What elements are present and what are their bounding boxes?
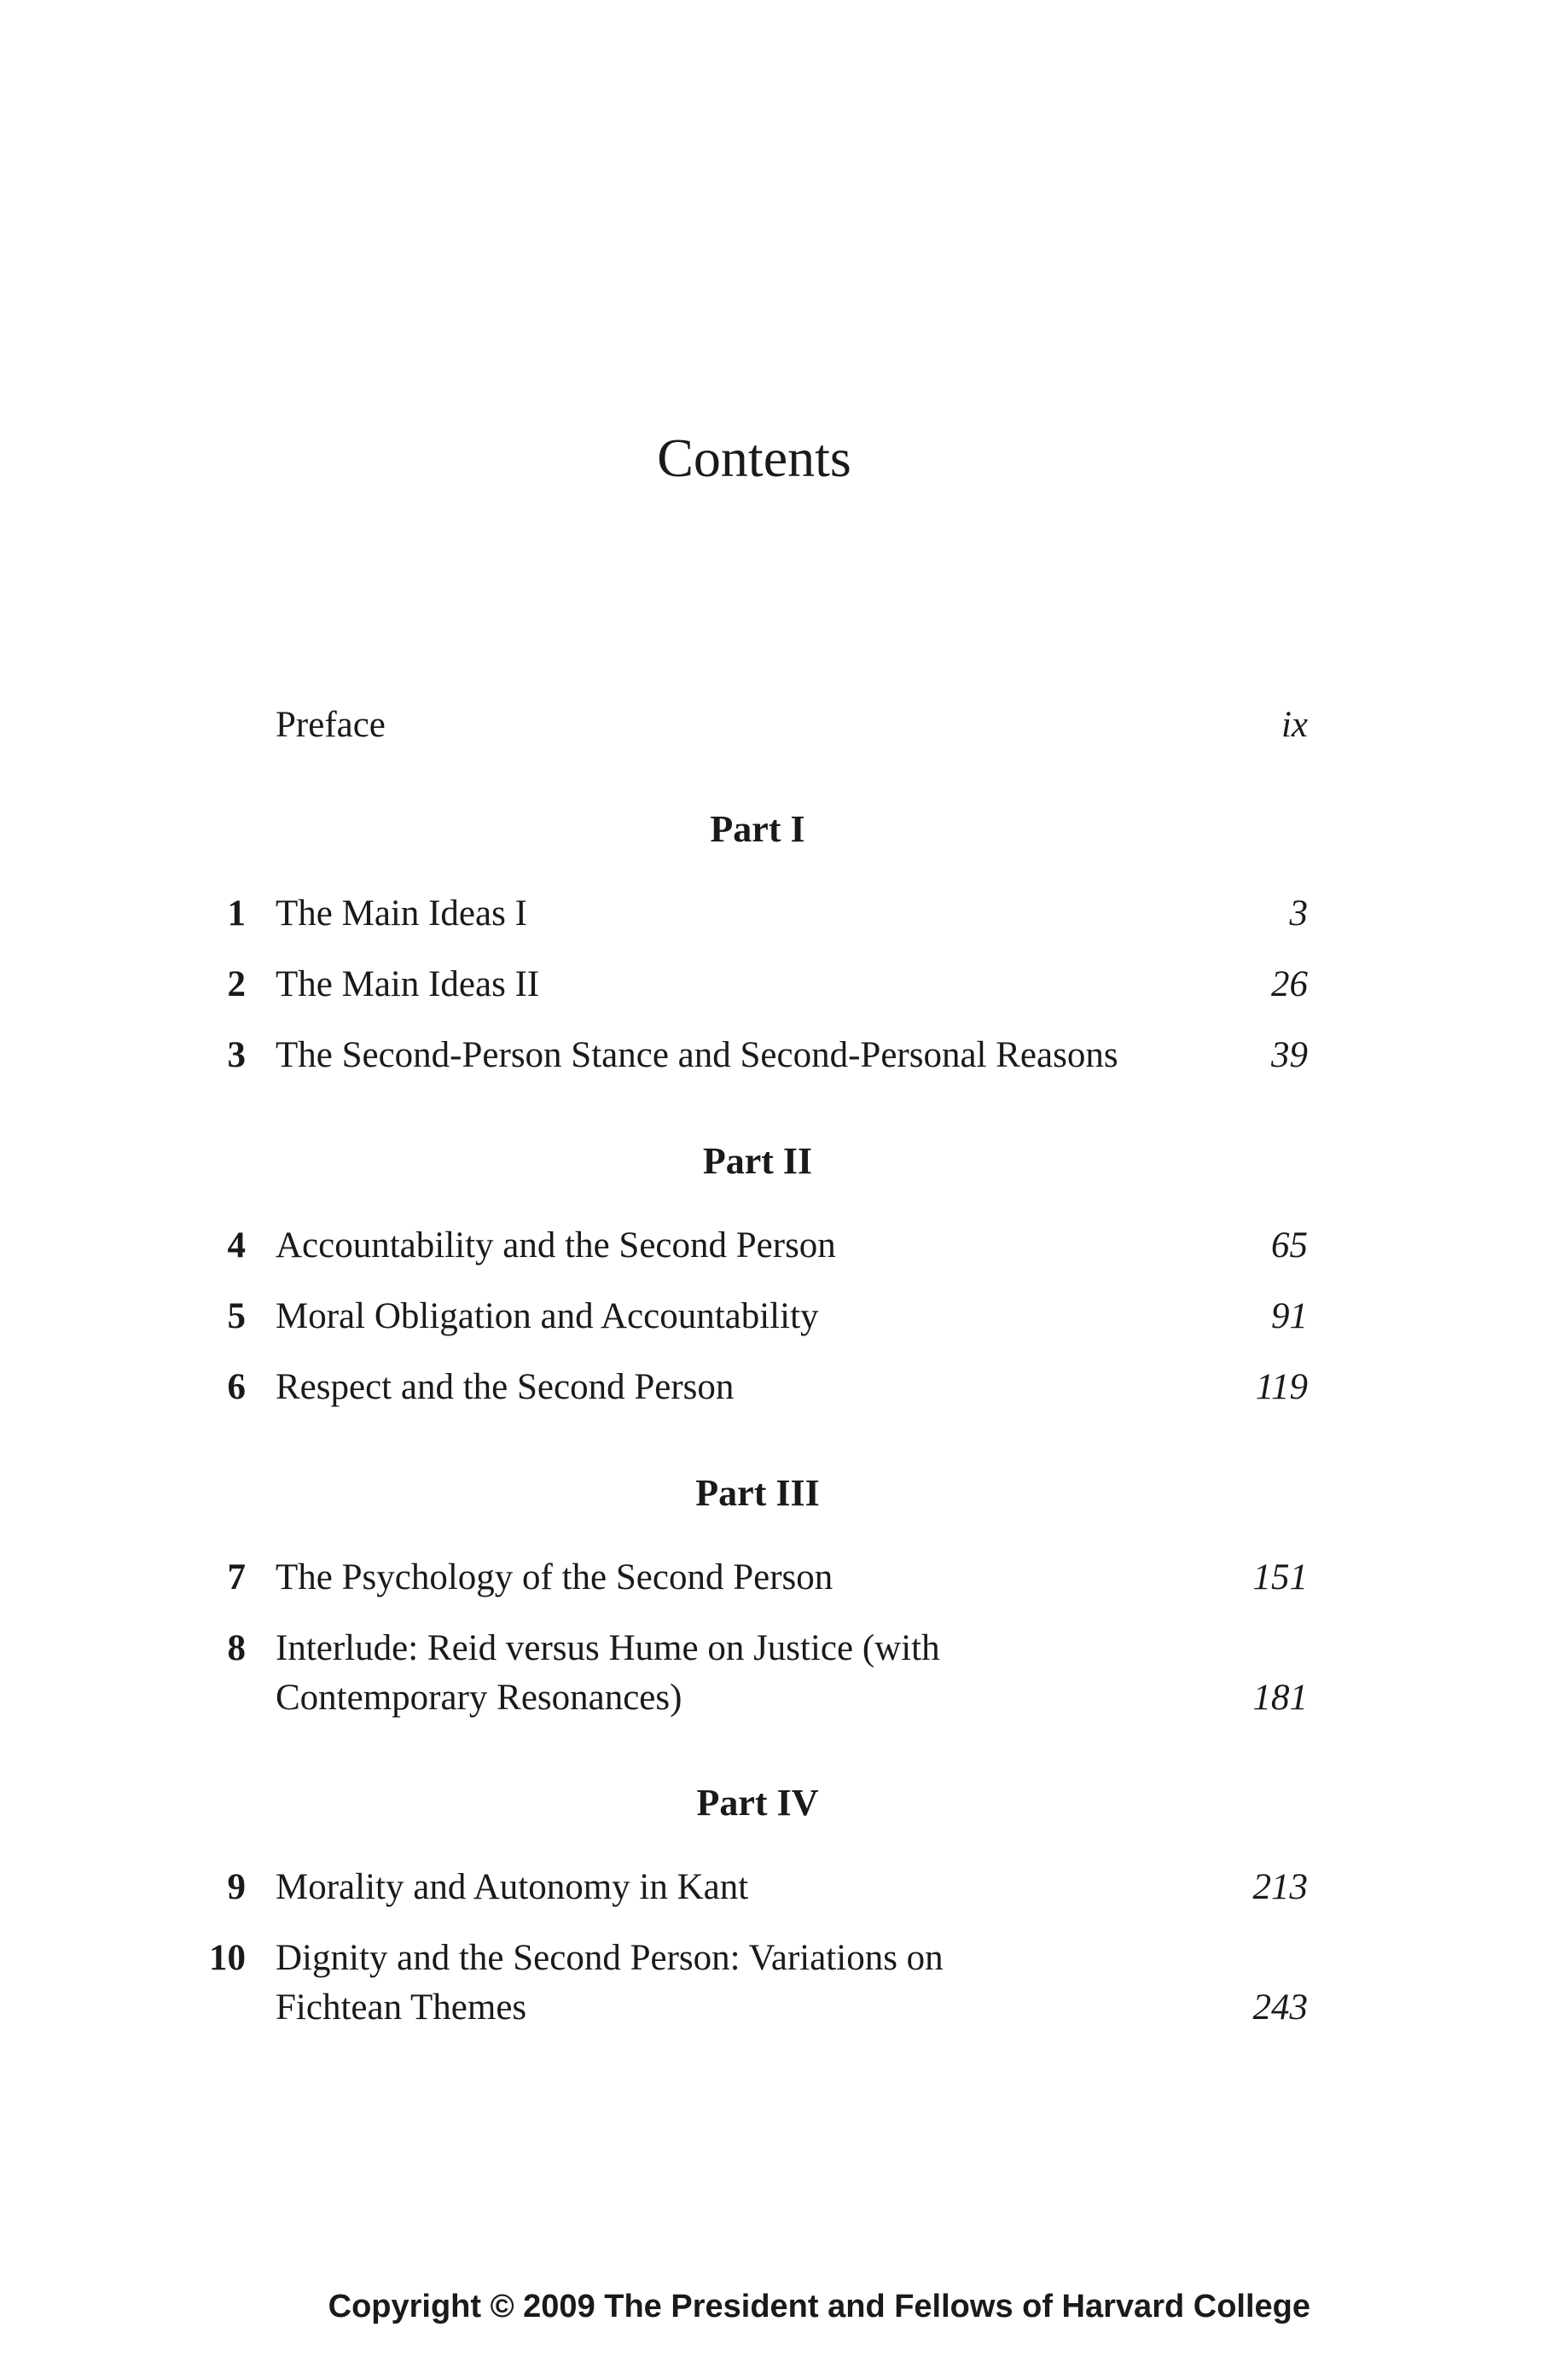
toc-entry-number: 8 <box>227 1628 246 1668</box>
toc-entry-page: 65 <box>1271 1225 1308 1265</box>
toc-entry-title-line1: Dignity and the Second Person: Variations on <box>276 1938 944 1978</box>
toc-entry-page: 91 <box>1271 1296 1308 1336</box>
part-heading: Part IV <box>696 1782 819 1824</box>
toc-entry-page: 243 <box>1252 1987 1308 2028</box>
part-heading: Part III <box>695 1472 820 1514</box>
toc-entry-title: The Main Ideas II <box>276 964 540 1004</box>
toc-entry-chapter-10[interactable] <box>0 1934 1568 2036</box>
page-title: Contents <box>657 428 851 488</box>
toc-entry-number: 5 <box>227 1296 246 1336</box>
toc-entry-number: 10 <box>209 1938 246 1978</box>
part-heading: Part I <box>710 808 805 850</box>
toc-entry-title: Preface <box>276 705 386 745</box>
toc-entry-title-line2: Fichtean Themes <box>276 1987 527 2028</box>
toc-entry-page: ix <box>1281 705 1308 745</box>
toc-entry-title: Respect and the Second Person <box>276 1367 735 1407</box>
copyright-notice: Copyright © 2009 The President and Fellows of Harvard College <box>328 2289 1310 2324</box>
part-heading: Part II <box>702 1140 813 1182</box>
toc-entry-number: 2 <box>227 964 246 1004</box>
toc-entry-number: 6 <box>227 1367 246 1407</box>
toc-entry-page: 181 <box>1252 1678 1308 1718</box>
toc-entry-page: 119 <box>1255 1367 1308 1407</box>
toc-entry-title: Moral Obligation and Accountability <box>276 1296 819 1336</box>
toc-entry-number: 9 <box>227 1867 246 1907</box>
toc-entry-title: The Main Ideas I <box>276 893 527 934</box>
toc-entry-chapter-8[interactable] <box>0 1624 1568 1726</box>
toc-entry-page: 39 <box>1271 1035 1308 1075</box>
toc-entry-page: 213 <box>1252 1867 1308 1907</box>
toc-entry-page: 26 <box>1271 964 1308 1004</box>
toc-entry-page: 3 <box>1289 893 1308 934</box>
toc-entry-title: Accountability and the Second Person <box>276 1225 836 1265</box>
toc-entry-number: 7 <box>227 1557 246 1597</box>
toc-entry-title: The Second-Person Stance and Second-Personal Reasons <box>276 1035 1118 1075</box>
toc-entry-title: Morality and Autonomy in Kant <box>276 1867 749 1907</box>
toc-entry-title: The Psychology of the Second Person <box>276 1557 833 1597</box>
toc-entry-page: 151 <box>1252 1557 1308 1597</box>
toc-entry-title-line1: Interlude: Reid versus Hume on Justice (with <box>276 1628 940 1668</box>
toc-entry-number: 4 <box>227 1225 246 1265</box>
toc-entry-title-line2: Contemporary Resonances) <box>276 1678 682 1718</box>
toc-entry-number: 1 <box>227 893 246 934</box>
toc-entry-number: 3 <box>227 1035 246 1075</box>
